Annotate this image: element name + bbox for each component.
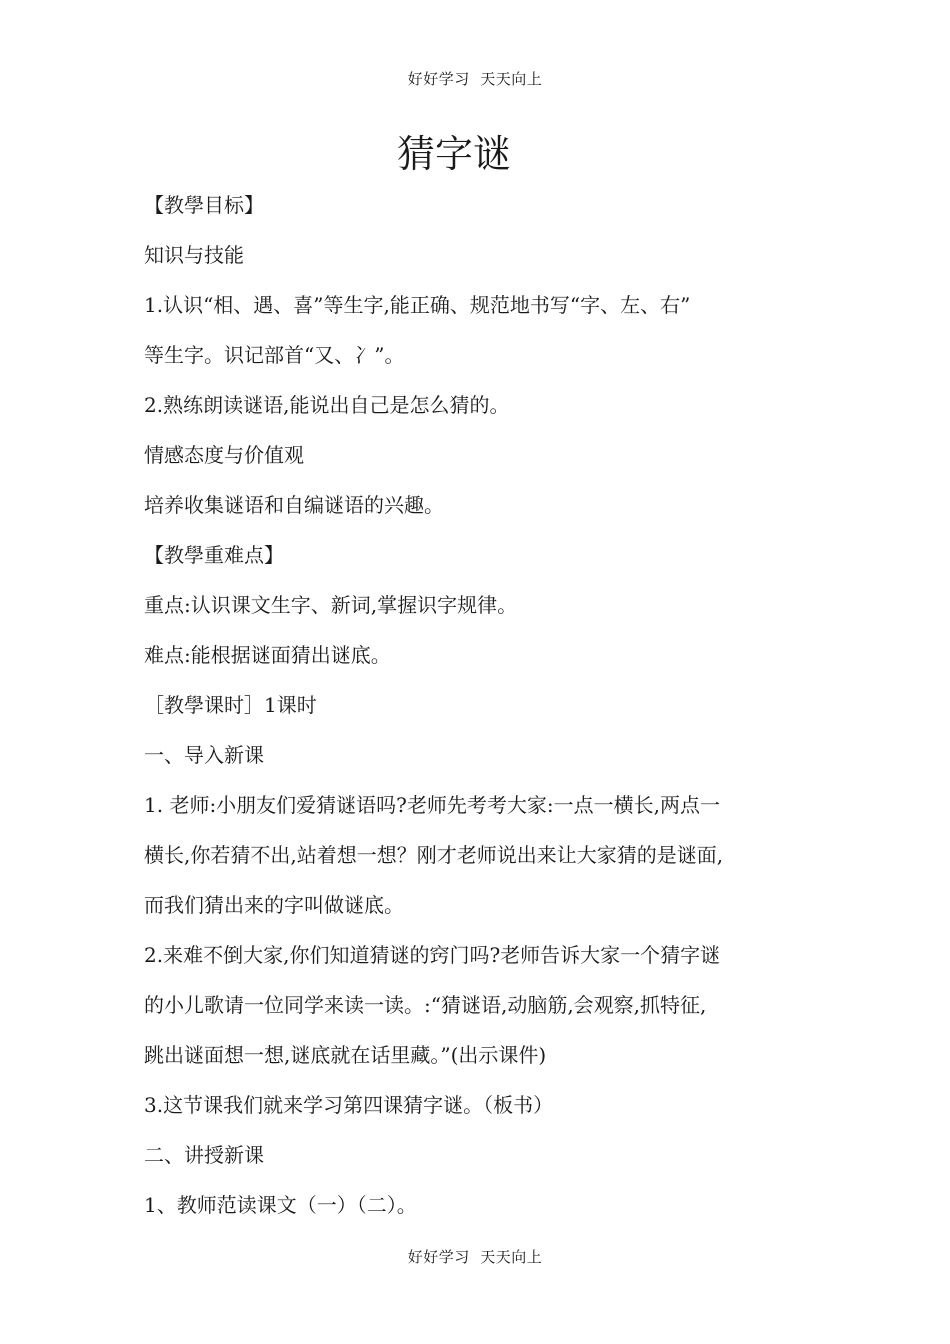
subheading-knowledge-skills: 知识与技能 [144,243,244,267]
paragraph-line: 等生字。识记部首“又、冫”。 [144,343,405,367]
section-heading-key-points: 【教學重难点】 [144,543,284,567]
page-footer: 好好学习 天天向上 [407,1248,543,1266]
paragraph-line: 而我们猜出来的字叫做谜底。 [144,893,404,917]
paragraph-line: 1.认识“相、遇、喜”等生字,能正确、规范地书写“字、左、右” [144,293,691,317]
paragraph-line: 重点:认识课文生字、新词,掌握识字规律。 [144,593,518,617]
document-title: 猜字谜 [396,132,511,176]
section-heading-new-lesson: 二、讲授新课 [144,1143,264,1167]
paragraph-line: 难点:能根据谜面猜出谜底。 [144,643,391,667]
paragraph-line: 跳出谜面想一想,谜底就在话里藏。”(出示课件) [144,1043,547,1067]
section-heading-class-hours: ［教學课时］1课时 [144,693,317,717]
paragraph-line: 2.熟练朗读谜语,能说出自己是怎么猜的。 [144,393,510,417]
paragraph-line: 2.来难不倒大家,你们知道猜谜的窍门吗?老师告诉大家一个猜字谜 [144,943,721,967]
subheading-attitudes-values: 情感态度与价值观 [144,443,304,467]
paragraph-line: 3.这节课我们就来学习第四课猜字谜。（板书） [144,1093,554,1117]
paragraph-line: 培养收集谜语和自编谜语的兴趣。 [144,493,444,517]
paragraph-line: 1. 老师:小朋友们爱猜谜语吗?老师先考考大家:一点一横长,两点一 [144,793,720,817]
page-header: 好好学习 天天向上 [407,70,543,88]
paragraph-line: 1、教师范读课文（一）（二）。 [144,1193,417,1217]
section-heading-objectives: 【教學目标】 [144,193,264,217]
paragraph-line: 横长,你若猜不出,站着想一想？刚才老师说出来让大家猜的是谜面, [144,843,724,867]
paragraph-line: 的小儿歌请一位同学来读一读。:“猜谜语,动脑筋,会观察,抓特征, [144,993,707,1017]
document-body [144,180,814,1230]
section-heading-introduction: 一、导入新课 [144,743,264,767]
